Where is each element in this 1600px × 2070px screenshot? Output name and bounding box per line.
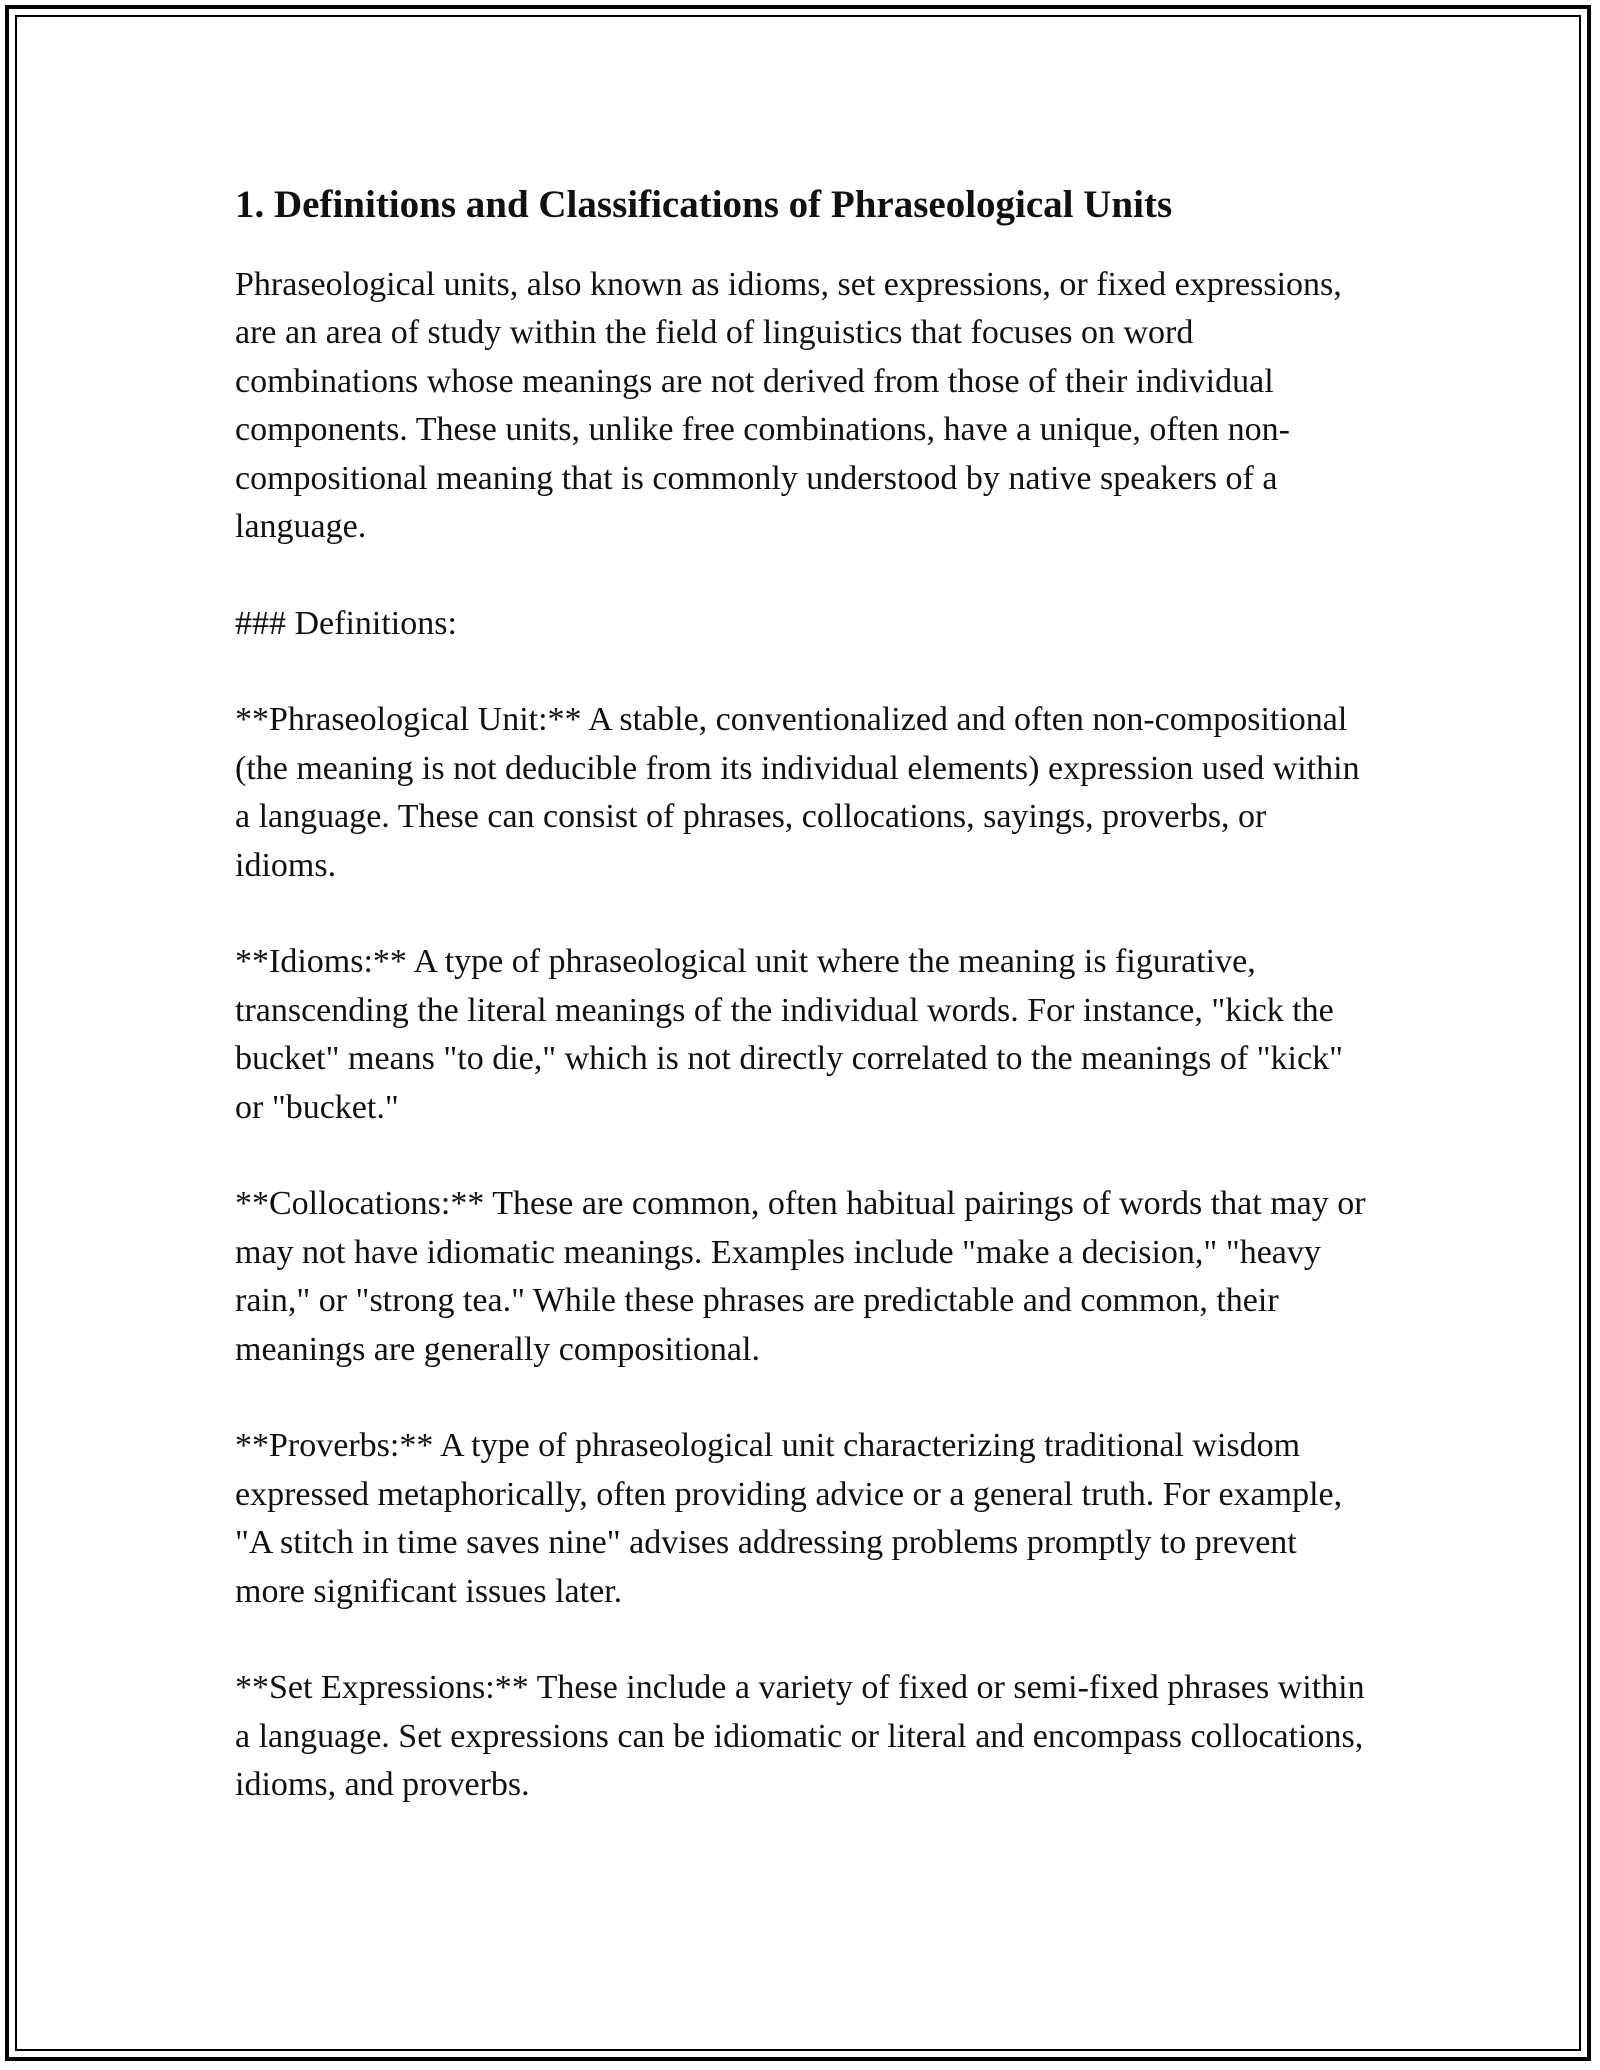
definitions-heading: ### Definitions: — [235, 604, 457, 642]
intro-paragraph: Phraseological units, also known as idioms, set expressions, or fixed expressions, are an area of study within the field of linguistics that focuses on word combinations whose meanings are not derived from those of their individual components. These units, unlike free combinations, have a unique, often non-compositional meaning that is commonly understood by native speakers of a language. — [235, 265, 1342, 546]
definition-idioms: **Idioms:** A type of phraseological unit where the meaning is figurative, transcending the literal meanings of the individual words. For instance, "kick the bucket" means "to die," which is not directly correlated to the meanings of "kick" or "bucket." — [235, 943, 1343, 1126]
document-body — [235, 180, 1375, 1858]
definition-phraseological-unit: **Phraseological Unit:** A stable, conventionalized and often non-compositional (the meaning is not deducible from its individual elements) expression used within a language. These can consist of phrases, collocations, sayings, proverbs, or idioms. — [235, 701, 1360, 884]
definition-collocations: **Collocations:** These are common, often habitual pairings of words that may or may not have idiomatic meanings. Examples include "make a decision," "heavy rain," or "strong tea." While these phrases are predictable and common, their meanings are generally compositional. — [235, 1185, 1366, 1368]
definition-proverbs: **Proverbs:** A type of phraseological unit characterizing traditional wisdom expressed metaphorically, often providing advice or a general truth. For example, "A stitch in time saves nine" advises addressing problems promptly to prevent more significant issues later. — [235, 1427, 1343, 1610]
definition-set-expressions: **Set Expressions:** These include a variety of fixed or semi-fixed phrases within a language. Set expressions can be idiomatic or literal and encompass collocations, idioms, and proverbs. — [235, 1669, 1365, 1804]
section-title: 1. Definitions and Classifications of Phraseological Units — [235, 183, 1173, 226]
